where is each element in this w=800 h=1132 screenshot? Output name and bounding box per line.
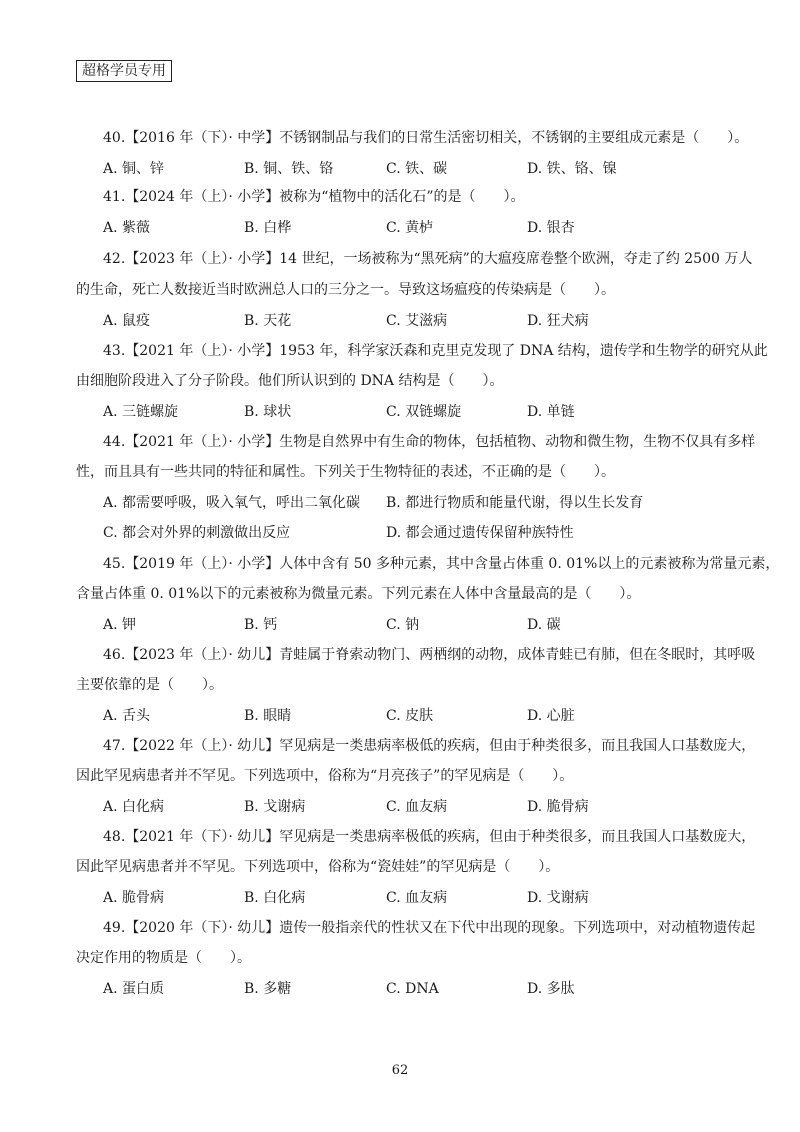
question-41-option-c: C. 黄栌 xyxy=(386,220,434,236)
page-number: 62 xyxy=(391,1063,409,1078)
question-44-option-d: D. 都会通过遗传保留种族特性 xyxy=(386,525,574,541)
question-43-line-2: 由细胞阶段进入了分子阶段。他们所认识到的 DNA 结构是（ ）。 xyxy=(76,373,504,389)
question-42-option-b: B. 天花 xyxy=(244,313,292,329)
question-49-option-b: B. 多糖 xyxy=(244,981,292,997)
question-42-line-2: 的生命，死亡人数接近当时欧洲总人口的三分之一。导致这场瘟疫的传染病是（ ）。 xyxy=(76,282,615,298)
question-45-option-b: B. 钙 xyxy=(244,617,278,633)
question-41-option-b: B. 白桦 xyxy=(244,220,292,236)
question-49-option-d: D. 多肽 xyxy=(527,981,575,997)
question-48-line-2: 因此罕见病患者并不罕见。下列选项中，俗称为“瓷娃娃”的罕见病是（ ）。 xyxy=(76,859,560,875)
question-44-option-a: A. 都需要呼吸，吸入氧气，呼出二氧化碳 xyxy=(103,495,361,511)
question-49-option-a: A. 蛋白质 xyxy=(103,981,165,997)
question-40-option-d: D. 铁、铬、镍 xyxy=(527,161,617,177)
question-45-option-d: D. 碳 xyxy=(527,617,561,633)
question-48-option-b: B. 白化病 xyxy=(244,890,306,906)
question-47-option-c: C. 血友病 xyxy=(386,799,448,815)
question-45-line-1: 45.【2019 年（上）· 小学】人体中含有 50 多种元素，其中含量占体重 0. 01%以上的元素被称为常量元素， xyxy=(103,556,780,572)
question-49-line-2: 决定作用的物质是（ ）。 xyxy=(76,950,251,966)
question-40-option-b: B. 铜、铁、铬 xyxy=(244,161,334,177)
question-46-line-1: 46.【2023 年（上）· 幼儿】青蛙属于脊索动物门、两栖纲的动物，成体青蛙已有肺，但在冬眠时，其呼吸 xyxy=(103,647,756,663)
question-46-option-c: C. 皮肤 xyxy=(386,708,434,724)
question-42-option-d: D. 狂犬病 xyxy=(527,313,589,329)
question-41-option-a: A. 紫薇 xyxy=(103,220,151,236)
question-42-line-1: 42.【2023 年（上）· 小学】14 世纪，一场被称为“黑死病”的大瘟疫席卷整个欧洲，夺走了约 2500 万人 xyxy=(103,251,753,267)
question-45-line-2: 含量占体重 0. 01%以下的元素被称为微量元素。下列元素在人体中含量最高的是（ ）。 xyxy=(76,586,641,602)
question-42-option-c: C. 艾滋病 xyxy=(386,313,448,329)
question-47-option-d: D. 脆骨病 xyxy=(527,799,589,815)
question-48-option-c: C. 血友病 xyxy=(386,890,448,906)
question-40-option-c: C. 铁、碳 xyxy=(386,161,448,177)
question-44-option-b: B. 都进行物质和能量代谢，得以生长发育 xyxy=(386,495,644,511)
question-49-option-c: C. DNA xyxy=(386,981,439,997)
question-43-line-1: 43.【2021 年（上）· 小学】1953 年，科学家沃森和克里克发现了 DNA 结构，遗传学和生物学的研究从此 xyxy=(103,343,768,359)
question-48-option-a: A. 脆骨病 xyxy=(103,890,165,906)
question-47-line-1: 47.【2022 年（上）· 幼儿】罕见病是一类患病率极低的疾病，但由于种类很多，而且我国人口基数庞大， xyxy=(103,738,756,754)
question-48-line-1: 48.【2021 年（下）· 幼儿】罕见病是一类患病率极低的疾病，但由于种类很多，而且我国人口基数庞大， xyxy=(103,829,756,845)
question-42-option-a: A. 鼠疫 xyxy=(103,313,151,329)
question-40-option-a: A. 铜、锌 xyxy=(103,161,165,177)
question-47-option-a: A. 白化病 xyxy=(103,799,165,815)
question-46-option-d: D. 心脏 xyxy=(527,708,575,724)
question-43-option-b: B. 球状 xyxy=(244,404,292,420)
question-46-option-a: A. 舌头 xyxy=(103,708,151,724)
question-43-option-a: A. 三链螺旋 xyxy=(103,404,179,420)
question-45-option-a: A. 钾 xyxy=(103,617,137,633)
question-45-option-c: C. 钠 xyxy=(386,617,420,633)
question-46-option-b: B. 眼睛 xyxy=(244,708,292,724)
question-41-line-1: 41.【2024 年（上）· 小学】被称为“植物中的活化石”的是（ ）。 xyxy=(103,189,525,205)
question-49-line-1: 49.【2020 年（下）· 幼儿】遗传一般指亲代的性状又在下代中出现的现象。下列选项中，对动植物遗传起 xyxy=(103,920,756,936)
question-44-line-1: 44.【2021 年（上）· 小学】生物是自然界中有生命的物体，包括植物、动物和微生物，生物不仅具有多样 xyxy=(103,434,756,450)
question-47-line-2: 因此罕见病患者并不罕见。下列选项中，俗称为“月亮孩子”的罕见病是（ ）。 xyxy=(76,768,574,784)
question-48-option-d: D. 戈谢病 xyxy=(527,890,589,906)
question-43-option-d: D. 单链 xyxy=(527,404,575,420)
question-47-option-b: B. 戈谢病 xyxy=(244,799,306,815)
question-43-option-c: C. 双链螺旋 xyxy=(386,404,462,420)
question-41-option-d: D. 银杏 xyxy=(527,220,575,236)
question-46-line-2: 主要依靠的是（ ）。 xyxy=(76,677,223,693)
header-tag: 超格学员专用 xyxy=(76,60,172,82)
question-44-option-c: C. 都会对外界的刺激做出反应 xyxy=(103,525,291,541)
question-40-line-1: 40.【2016 年（下）· 中学】不锈钢制品与我们的日常生活密切相关，不锈钢的主要组成元素是（ ）。 xyxy=(103,130,749,146)
question-44-line-2: 性，而且具有一些共同的特征和属性。下列关于生物特征的表述，不正确的是（ ）。 xyxy=(76,464,615,480)
